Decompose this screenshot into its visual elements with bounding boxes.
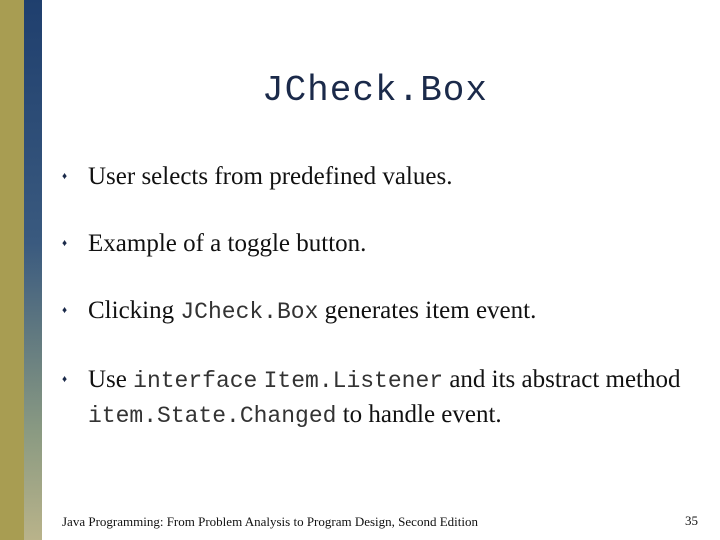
bullet-list — [62, 160, 692, 467]
footer-text: Java Programming: From Problem Analysis to Program Design, Second Edition — [62, 514, 478, 529]
bullet-item — [62, 160, 692, 193]
decorative-olive-stripe — [0, 0, 24, 540]
bullet-item — [62, 294, 692, 329]
bullet-item — [62, 227, 692, 260]
decorative-blue-stripe — [24, 0, 42, 540]
diamond-bullet-icon: ♦ — [62, 305, 68, 316]
bullet-text: Example of a toggle button. — [88, 230, 367, 257]
bullet-text: Use — [88, 366, 134, 393]
page-number: 35 — [685, 513, 698, 528]
bullet-text: User selects from predefined values. — [88, 163, 453, 190]
diamond-bullet-icon: ♦ — [62, 171, 68, 182]
diamond-bullet-icon: ♦ — [62, 238, 68, 249]
code-text: item.State.Changed — [88, 403, 337, 429]
code-text: JCheck.Box — [180, 299, 319, 325]
slide-title: JCheck.Box — [261, 70, 489, 111]
code-text: Item.Listener — [263, 368, 444, 394]
bullet-text: generates item event. — [318, 297, 537, 324]
diamond-bullet-icon: ♦ — [62, 374, 68, 385]
bullet-text: to handle event. — [336, 401, 502, 428]
bullet-text: Clicking — [88, 297, 181, 324]
bullet-text: and its abstract method — [443, 366, 681, 393]
code-text: interface — [133, 368, 258, 394]
bullet-item — [62, 363, 692, 433]
